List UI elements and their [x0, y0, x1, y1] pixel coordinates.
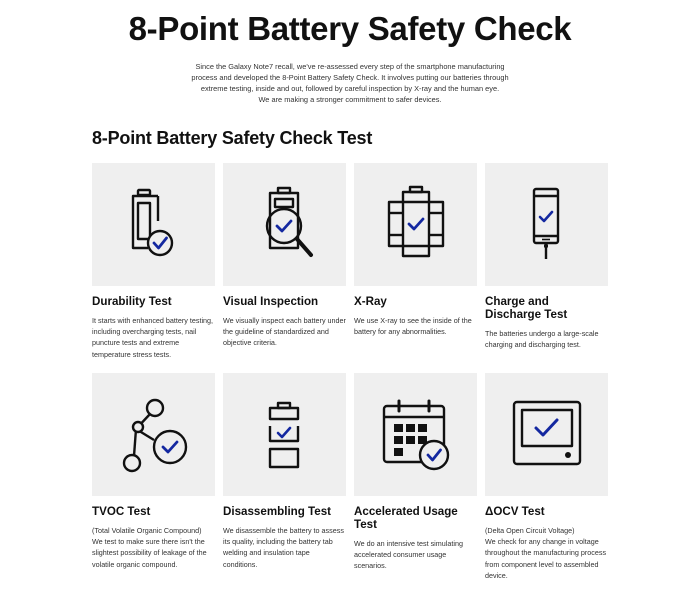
page-title: 8-Point Battery Safety Check [128, 10, 572, 47]
test-tile [485, 163, 608, 286]
test-card-delta-ocv [485, 373, 608, 593]
test-tile [354, 163, 477, 286]
test-tile [92, 163, 215, 286]
voltage-monitor-icon [485, 373, 608, 496]
test-card-visual-inspection [223, 163, 346, 373]
test-tile [92, 373, 215, 496]
battery-check-icon [92, 163, 215, 286]
test-title: Durability Test [92, 295, 172, 308]
calendar-check-icon [354, 373, 477, 496]
test-description: We use X-ray to see the inside of the battery for any abnormalities. [354, 316, 472, 337]
test-tile [485, 373, 608, 496]
test-card-accelerated-usage [354, 373, 477, 593]
test-description: We visually inspect each battery under the guideline of standardized and objective criteria. [223, 316, 346, 348]
test-tile [223, 373, 346, 496]
test-description: We do an intensive test simulating accelerated consumer usage scenarios. [354, 539, 463, 571]
test-card-x-ray [354, 163, 477, 373]
test-card-charge-discharge [485, 163, 608, 373]
test-card-disassembling [223, 373, 346, 593]
intro-line: Since the Galaxy Note7 recall, we've re-assessed every step of the smartphone manufacturing [195, 62, 505, 71]
intro-line: We are making a stronger commitment to safer devices. [258, 95, 442, 104]
test-description: We disassemble the battery to assess its quality, including the battery tab welding and insulation tape conditions. [223, 526, 344, 569]
test-description-line: (Delta Open Circuit Voltage) [485, 526, 575, 535]
section-title: 8-Point Battery Safety Check Test [92, 128, 373, 148]
test-description-line: We test to make sure there isn't the slightest possibility of leakage of the volatile organic compound. [92, 537, 207, 569]
test-tile [223, 163, 346, 286]
test-card-durability [92, 163, 215, 373]
test-title: Accelerated Usage Test [354, 505, 458, 531]
test-description [92, 525, 215, 570]
test-title: Charge and Discharge Test [485, 295, 568, 321]
magnifier-battery-icon [223, 163, 346, 286]
test-card-tvoc [92, 373, 215, 593]
test-title: Visual Inspection [223, 295, 319, 308]
test-tile [354, 373, 477, 496]
test-title: Disassembling Test [223, 505, 332, 518]
molecule-check-icon [92, 373, 215, 496]
test-description-line: We check for any change in voltage throughout the manufacturing process from component level to assembled device. [485, 537, 607, 580]
test-description: It starts with enhanced battery testing, including overcharging tests, nail puncture tests and extreme temperature stress tests. [92, 316, 214, 359]
intro-line: extreme testing, inside and out, followed by careful inspection by X-ray and the human eye. [200, 84, 500, 93]
test-title: ΔOCV Test [485, 505, 545, 518]
test-description [485, 525, 608, 581]
disassembled-battery-icon [223, 373, 346, 496]
intro-line: process and developed the 8-Point Battery Safety Check. It involves putting our batteries through [191, 73, 509, 82]
intro-text [190, 61, 510, 105]
test-grid [92, 163, 607, 593]
test-description: The batteries undergo a large-scale charging and discharging test. [485, 329, 599, 350]
test-title: TVOC Test [92, 505, 151, 518]
test-title: X-Ray [354, 295, 387, 308]
test-description-line: (Total Volatile Organic Compound) [92, 526, 202, 535]
phone-charging-icon [485, 163, 608, 286]
xray-battery-icon [354, 163, 477, 286]
